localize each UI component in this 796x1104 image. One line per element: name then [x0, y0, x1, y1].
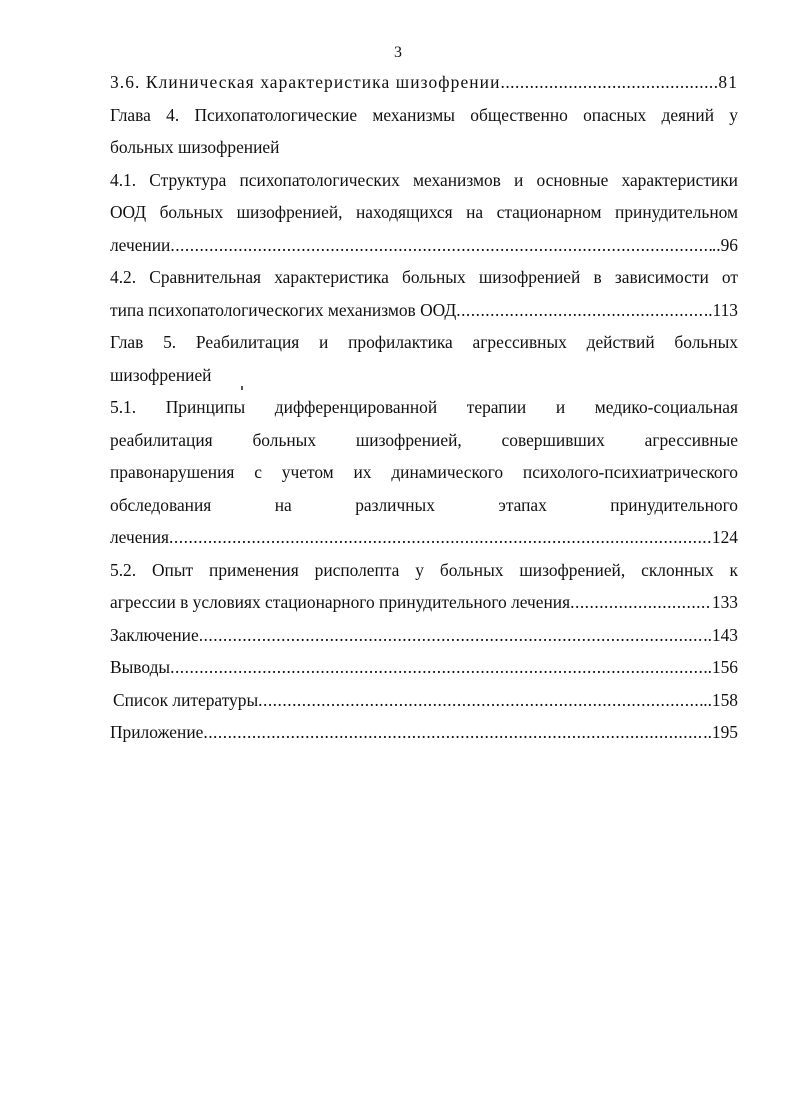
toc-entry-findings	[110, 651, 738, 684]
toc-entry-4-2-line-2	[110, 294, 738, 327]
toc-entry-4-1-line-3	[110, 229, 738, 262]
toc-entry-5-2-line-2	[110, 586, 738, 619]
toc-entry-page: ..96	[711, 234, 738, 255]
toc-entry-page: ..113	[703, 299, 738, 320]
toc-entry-3-6	[110, 66, 738, 99]
scan-speck	[241, 386, 243, 390]
toc-entry-5-1-line-3: правонарушения с учетом их динамического психолого-психиатрического	[110, 462, 738, 482]
dot-leader	[500, 66, 718, 99]
toc-entry-title: Список литературы	[113, 689, 259, 710]
toc-entry-title: типа психопатологическогих механизмов ООД	[110, 299, 457, 320]
toc-entry-conclusion	[110, 619, 738, 652]
toc-entry-page: 133	[711, 592, 738, 612]
toc-entry-title: Приложение	[110, 722, 204, 742]
dot-leader	[169, 521, 712, 554]
toc-entry-4-1-line-2: ООД больных шизофренией, находящихся на стационарном принудительном	[110, 202, 738, 222]
toc-entry-page: .156	[707, 657, 738, 677]
page-number: 3	[394, 44, 402, 61]
toc-entry-title: лечения	[110, 527, 170, 547]
toc-chapter-4-line-1: Глава 4. Психопатологические механизмы общественно опасных деяний у	[110, 104, 738, 125]
toc-entry-appendix	[110, 716, 738, 749]
toc-entry-4-2-line-1: 4.2. Сравнительная характеристика больных шизофренией в зависимости от	[110, 267, 738, 287]
toc-entry-title: лечении	[110, 234, 171, 255]
dot-leader	[570, 586, 712, 619]
toc-entry-5-1-line-4: обследования на различных этапах принудительного	[110, 494, 738, 515]
toc-entry-title: Заключение	[110, 624, 199, 645]
toc-entry-references	[110, 684, 738, 717]
toc-chapter-5-line-2: шизофренией	[110, 364, 212, 385]
toc-entry-5-1-line-1: 5.1. Принципы дифференцированной терапии и медико-социальная	[110, 397, 738, 417]
toc-chapter-5-line-1: Глав 5. Реабилитация и профилактика агрессивных действий больных	[110, 332, 738, 352]
dot-leader	[203, 716, 703, 749]
toc-entry-title: 3.6. Клиническая характеристика шизофрении	[110, 72, 501, 92]
dot-leader	[258, 684, 703, 717]
table-of-contents	[110, 66, 738, 749]
dot-leader	[170, 229, 712, 262]
dot-leader	[456, 294, 704, 327]
toc-chapter-4-line-2: больных шизофренией	[110, 137, 280, 157]
toc-entry-page: ..158	[703, 689, 738, 710]
dot-leader	[170, 651, 707, 684]
toc-entry-title: агрессии в условиях стационарного принудительного лечения	[110, 592, 571, 612]
dot-leader	[199, 619, 704, 652]
toc-entry-page: ..195	[703, 722, 738, 742]
toc-entry-5-2-line-1: 5.2. Опыт применения рисполепта у больных шизофренией, склонных к	[110, 559, 738, 580]
toc-entry-5-1-line-5	[110, 521, 738, 554]
toc-entry-page: 81	[718, 72, 738, 92]
toc-entry-5-1-line-2: реабилитация больных шизофренией, совершивших агрессивные	[110, 429, 738, 450]
toc-entry-4-1-line-1: 4.1. Структура психопатологических механизмов и основные характеристики	[110, 169, 738, 190]
toc-entry-page: 124	[711, 527, 738, 547]
toc-entry-title: Выводы	[110, 657, 171, 677]
toc-entry-page: ..143	[703, 624, 738, 645]
